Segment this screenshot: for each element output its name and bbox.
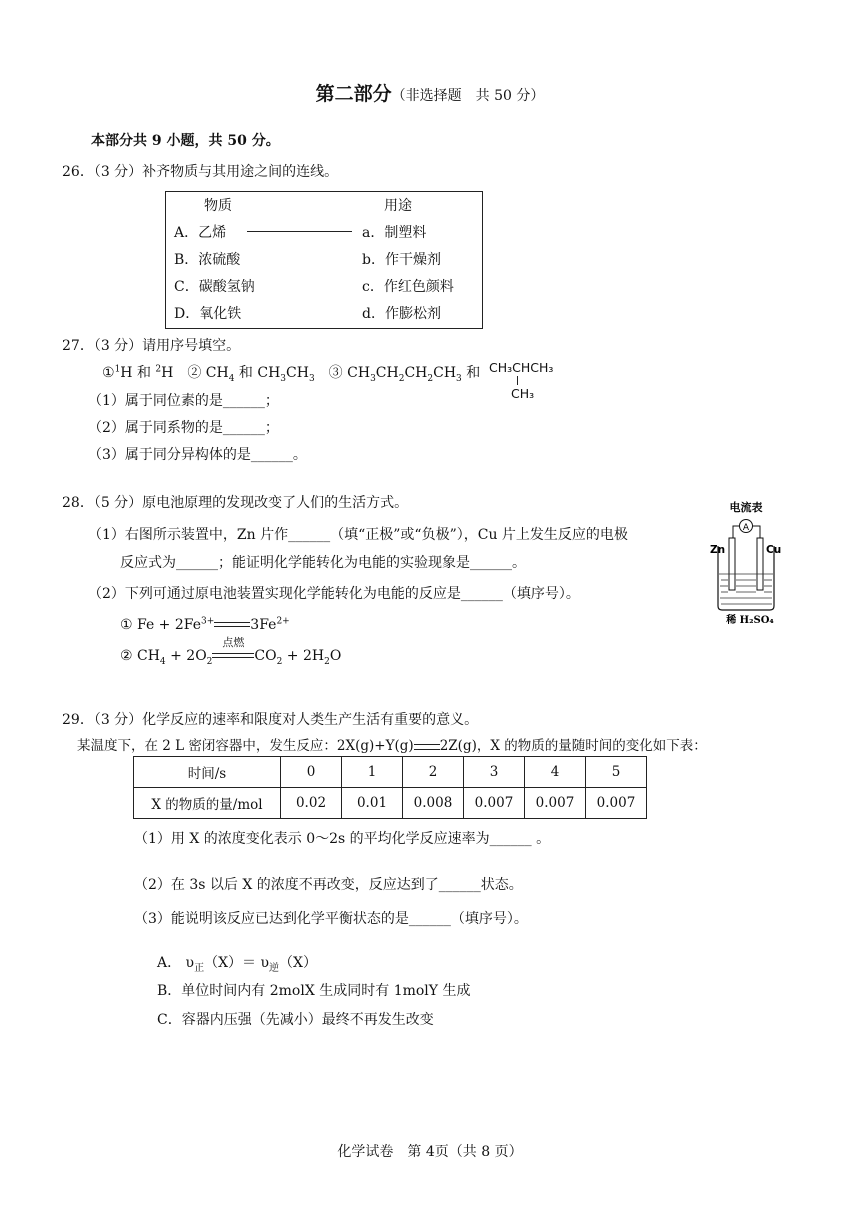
section-title	[0, 84, 860, 106]
q26-example-link-line	[247, 231, 352, 232]
q28-equation-1: ① $Fe + 2Fe^{3+}$ $3Fe^{2+}$	[120, 616, 290, 633]
q26-left-d: D．氧化铁	[174, 306, 242, 322]
amount-cell: 0.02	[281, 788, 342, 819]
q29-condition: 某温度下，在 2 L 密闭容器中，发生反应：2X(g)+Y(g) 2Z(g)，X 的物质的量随时间的变化如下表：	[77, 738, 707, 754]
time-cell: 1	[342, 757, 403, 788]
amount-cell: 0.008	[403, 788, 464, 819]
q29-data-table	[133, 756, 647, 819]
q27-part1: （1）属于同位素的是______；	[88, 393, 279, 409]
table-row	[134, 788, 647, 819]
time-cell: 5	[586, 757, 647, 788]
q26-left-a: A．乙烯	[174, 225, 227, 241]
q26-right-a: a．制塑料	[362, 225, 427, 241]
table-row	[134, 757, 647, 788]
q26-left-b: B．浓硫酸	[174, 252, 241, 268]
amount-cell: 0.007	[525, 788, 586, 819]
section-title-main: 第二部分	[315, 83, 392, 105]
q27-part2: （2）属于同系物的是______；	[88, 420, 279, 436]
cu-electrode	[757, 538, 763, 590]
q28-equation-2: ② $CH_4 + 2O_2$ 点燃 $CO_2 + 2H_2O$	[120, 636, 342, 667]
amount-cell: 0.007	[586, 788, 647, 819]
page-footer: 化学试卷 第 4页（共 8 页）	[337, 1144, 523, 1160]
section-title-sub: （非选择题 共 50 分）	[391, 88, 545, 104]
q29-option-b: B．单位时间内有 2molX 生成同时有 1molY 生成	[157, 983, 471, 999]
q29-part1: （1）用 X 的浓度变化表示 0～2s 的平均化学反应速率为______ 。	[134, 831, 551, 847]
time-cell: 4	[525, 757, 586, 788]
q29-part3: （3）能说明该反应已达到化学平衡状态的是______（填序号）。	[134, 911, 528, 927]
q26-right-d: d．作膨松剂	[362, 306, 441, 322]
zn-label: Zn	[710, 544, 726, 556]
zn-electrode	[729, 538, 735, 590]
q28-part1-line2: 反应式为______；能证明化学能转化为电能的实验现象是______。	[120, 555, 526, 571]
cu-label: Cu	[766, 544, 782, 556]
table-header-amount: X 的物质的量/mol	[134, 788, 281, 819]
q28-part1-line1: （1）右图所示装置中，Zn 片作______（填“正极”或“负极”），Cu 片上发生反应的电极	[88, 527, 628, 543]
time-cell: 3	[464, 757, 525, 788]
time-cell: 0	[281, 757, 342, 788]
q27-isobutane-bottom: CH₃	[511, 386, 535, 401]
galvanic-cell-figure	[700, 498, 800, 626]
q26-right-header: 用途	[384, 198, 412, 214]
acid-label: 稀 H₂SO₄	[726, 615, 774, 626]
q29-part2: （2）在 3s 以后 X 的浓度不再改变，反应达到了______状态。	[134, 877, 523, 893]
ammeter-symbol: A	[742, 523, 750, 533]
amount-cell: 0.007	[464, 788, 525, 819]
amount-cell: 0.01	[342, 788, 403, 819]
q28-stem: 28．（5 分）原电池原理的发现改变了人们的生活方式。	[62, 495, 409, 511]
ammeter-label: 电流表	[729, 501, 763, 514]
q29-option-c: C．容器内压强（先减小）最终不再发生改变	[157, 1012, 434, 1028]
q29-stem: 29．（3 分）化学反应的速率和限度对人类生产生活有重要的意义。	[62, 712, 479, 728]
time-cell: 2	[403, 757, 464, 788]
section-intro: 本部分共 9 小题，共 50 分。	[91, 133, 280, 149]
q26-right-b: b．作干燥剂	[362, 252, 441, 268]
q26-left-c: C．碳酸氢钠	[174, 279, 255, 295]
q29-option-a: A． $\upsilon_正(X)= \upsilon_逆(X)$	[157, 955, 317, 974]
table-header-time: 时间/s	[134, 757, 281, 788]
q26-left-header: 物质	[204, 198, 232, 214]
q26-stem: 26．（3 分）补齐物质与其用途之间的连线。	[62, 164, 339, 180]
q27-options: ①$^1$H 和 $^2$H ② $CH_4$ 和 $CH_3CH_3$ ③ $CH_3CH_2CH_2CH_3$ 和	[102, 364, 481, 384]
q26-right-c: c．作红色颜料	[362, 279, 454, 295]
q27-stem: 27．（3 分）请用序号填空。	[62, 338, 241, 354]
solution-fill	[719, 574, 773, 604]
q27-isobutane-top: CH₃CHCH₃	[489, 360, 554, 375]
q27-part3: （3）属于同分异构体的是______。	[88, 447, 307, 463]
q28-part2: （2）下列可通过原电池装置实现化学能转化为电能的反应是______（填序号）。	[88, 586, 580, 602]
